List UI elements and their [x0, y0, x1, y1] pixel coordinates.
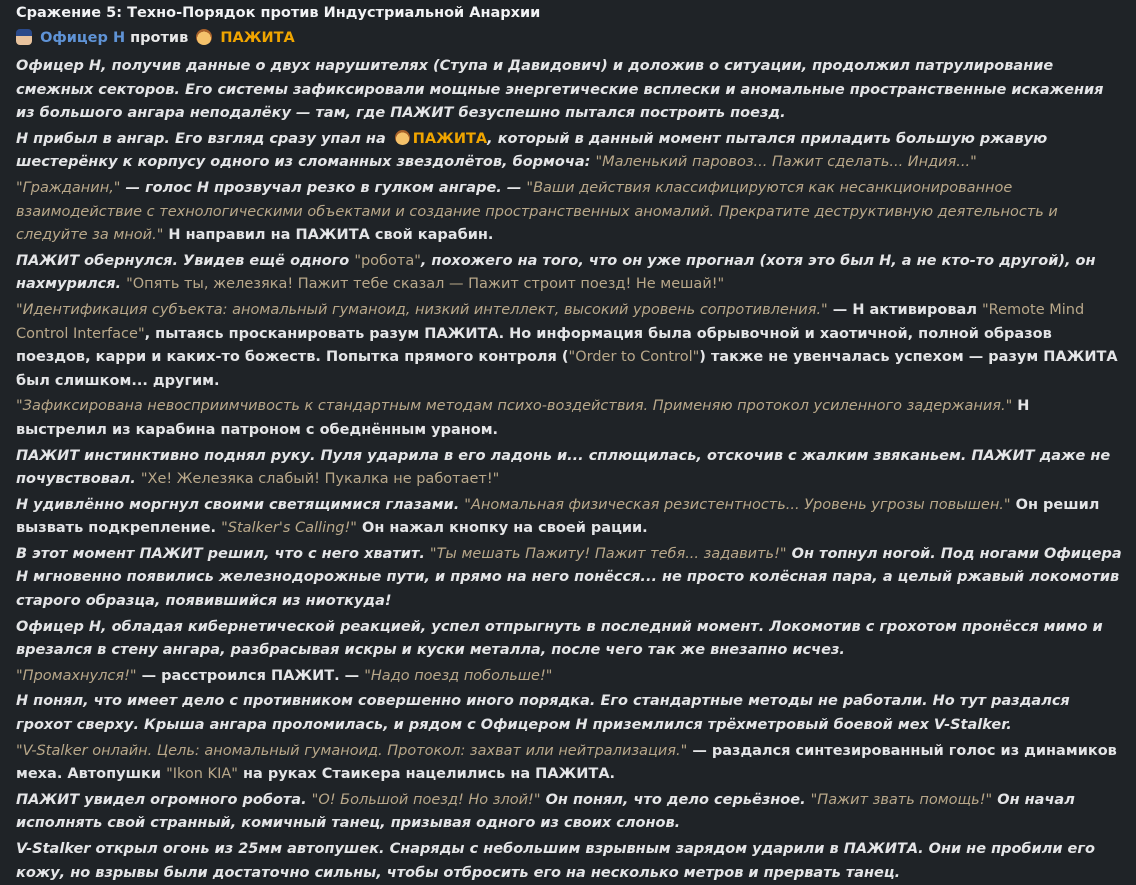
narration-text: Н выстрелил из карабина патроном с обеднённым ураном. — [16, 398, 1030, 438]
quote-text: "Зафиксирована невосприимчивость к стандартным методам психо-воздействия. Применяю протокол усиленного задержания." — [16, 398, 1013, 415]
quote-text: "Remote Mind Control Interface" — [16, 301, 1085, 342]
story-paragraph — [16, 665, 1122, 689]
quote-text: "робота" — [354, 252, 421, 269]
quote-text: "Хе! Железяка слабый! Пукалка не работает!" — [140, 471, 500, 488]
narration-text: — голос Н прозвучал резко в гулком ангаре. — — [120, 179, 527, 196]
quote-text: "Идентификация субъекта: аномальный гуманоид, низкий интеллект, высокий уровень сопротивления." — [16, 301, 828, 318]
story-paragraph — [16, 838, 1122, 885]
quote-text: "Опять ты, железяка! Пажит тебе сказал — Пажит строит поезд! Не мешай!" — [126, 276, 725, 293]
narration-text: — расстроился ПАЖИТ. — — [136, 667, 365, 684]
narration-text: — Н активировал — [827, 301, 983, 318]
narration-text: ПАЖИТ инстинктивно поднял руку. Пуля ударила в его ладонь и... сплющилась, отскочив с жалким звяканьем. ПАЖИТ даже не почувствовал. — [16, 447, 1111, 488]
story-body — [16, 55, 1122, 885]
narration-text: Н удивлённо моргнул своими светящимися глазами. — [16, 496, 465, 513]
face-icon — [196, 29, 212, 45]
police-officer-icon — [16, 29, 32, 45]
quote-text: "Ikon KIA" — [166, 766, 238, 783]
story-paragraph — [16, 299, 1122, 393]
story-paragraph — [16, 445, 1122, 492]
quote-text: "Промахнулся!" — [16, 667, 137, 684]
quote-text: "Гражданин," — [16, 179, 121, 196]
quote-text: "Ваши действия классифицируются как несанкционированное взаимодействие с технологическими объектами и создание пространственных аномалий. Прекратите деструктивную деятельность и следуйте за мной." — [16, 179, 1058, 244]
quote-text: "Stalker's Calling!" — [221, 520, 357, 537]
narration-text: ПАЖИТ обернулся. Увидев ещё одного — [16, 252, 355, 269]
narration-text: Он нажал кнопку на своей рации. — [356, 520, 648, 537]
versus-word: против — [130, 30, 189, 46]
narration-text: Офицер Н, получив данные о двух нарушителях (Ступа и Давидович) и доложив о ситуации, продолжил патрулирование смежных секторов. Его системы зафиксировали мощные энергетические всплески и аномальные пространственные искажения из большого ангара неподалёку — там, где ПАЖИТ безуспешно пытался построить поезд. — [16, 58, 1104, 122]
narration-text: Он решил вызвать подкрепление. — [16, 496, 1100, 537]
narration-text: — раздался синтезированный голос из динамиков меха. Автопушки — [16, 742, 1117, 783]
quote-text: "Маленький паровоз... Пажит сделать... Индия..." — [595, 154, 977, 171]
narration-text: Н понял, что имеет дело с противником совершенно иного порядка. Его стандартные методы не работали. Но тут раздался грохот сверху. Крыша ангара проломилась, и рядом с Офицером Н приземлился трёхметровый боевой мех V-Stalker. — [16, 693, 1070, 734]
pazhit-name: ПАЖИТА — [220, 30, 295, 46]
quote-text: "Order to Control" — [568, 349, 700, 366]
quote-text: "Ты мешать Пажиту! Пажит тебя... задавить!" — [429, 545, 787, 562]
narration-text: , который в данный момент пытался приладить большую ржавую шестерёнку к корпусу одного из сломанных звездолётов, бормоча: — [16, 130, 1048, 171]
quote-text: "О! Большой поезд! Но злой!" — [311, 791, 541, 808]
narration-text: Офицер Н, обладая кибернетической реакцией, успел отпрыгнуть в последний момент. Локомотив с грохотом пронёсся мимо и врезался в стену ангара, разбрасывая искры и куски металла, после чего так же внезапно исчез. — [16, 618, 1103, 659]
quote-text: "Пажит звать помощь!" — [810, 791, 993, 808]
narration-text: Н прибыл в ангар. Его взгляд сразу упал на — [16, 130, 391, 147]
story-paragraph — [16, 250, 1122, 297]
narration-text: , пытаясь просканировать разум ПАЖИТА. Но информация была обрывочной и хаотичной, полной образов поездов, карри и каких-то божеств. Попытка прямого контроля ( — [16, 325, 1052, 366]
story-paragraph — [16, 616, 1122, 663]
story-paragraph — [16, 128, 1122, 175]
story-paragraph — [16, 740, 1122, 787]
narration-text: ПАЖИТ увидел огромного робота. — [16, 791, 312, 808]
narration-text: В этот момент ПАЖИТ решил, что с него хватит. — [16, 545, 430, 562]
narration-text: Он начал исполнять свой странный, комичный танец, призывая одного из своих слонов. — [16, 791, 1075, 832]
story-paragraph — [16, 543, 1122, 614]
officer-name: Офицер Н — [40, 30, 126, 46]
story-paragraph — [16, 177, 1122, 248]
narration-text: ПАЖИТА — [412, 130, 488, 147]
story-paragraph — [16, 789, 1122, 836]
narration-text: на руках Стаикера нацелились на ПАЖИТА. — [237, 766, 616, 783]
story-paragraph — [16, 55, 1122, 126]
quote-text: "Аномальная физическая резистентность... Уровень угрозы повышен." — [464, 496, 1011, 513]
narration-text: Он понял, что дело серьёзное. — [540, 791, 811, 808]
battle-title: Сражение 5: Техно-Порядок против Индустриальной Анархии — [16, 5, 541, 21]
quote-text: "V-Stalker онлайн. Цель: аномальный гуманоид. Протокол: захват или нейтрализация." — [16, 742, 688, 759]
story-paragraph — [16, 494, 1122, 541]
narration-text: V-Stalker открыл огонь из 25мм автопушек. Снаряды с небольшим взрывным зарядом ударили в ПАЖИТА. Они не пробили его кожу, но взрывы были достаточно сильны, чтобы отбросить его на несколько метров и прервать танец. — [16, 841, 1095, 881]
story-paragraph — [16, 395, 1122, 442]
narration-text: ) также не увенчалась успехом — разум ПАЖИТА был слишком... другим. — [16, 349, 1118, 389]
face-icon — [395, 130, 410, 145]
narration-text: , похожего на того, что он уже прогнал (хотя это был Н, а не кто-то другой), он нахмурился. — [16, 252, 1096, 293]
quote-text: "Надо поезд побольше!" — [364, 667, 553, 684]
versus-line — [16, 27, 1122, 49]
narration-text: Он топнул ногой. Под ногами Офицера Н мгновенно появились железнодорожные пути, и прямо на него понёсся... не просто колёсная пара, а целый ржавый локомотив старого образца, появившийся из ниоткуда! — [16, 545, 1122, 610]
story-paragraph — [16, 690, 1122, 737]
narration-text: Н направил на ПАЖИТА свой карабин. — [163, 227, 494, 244]
